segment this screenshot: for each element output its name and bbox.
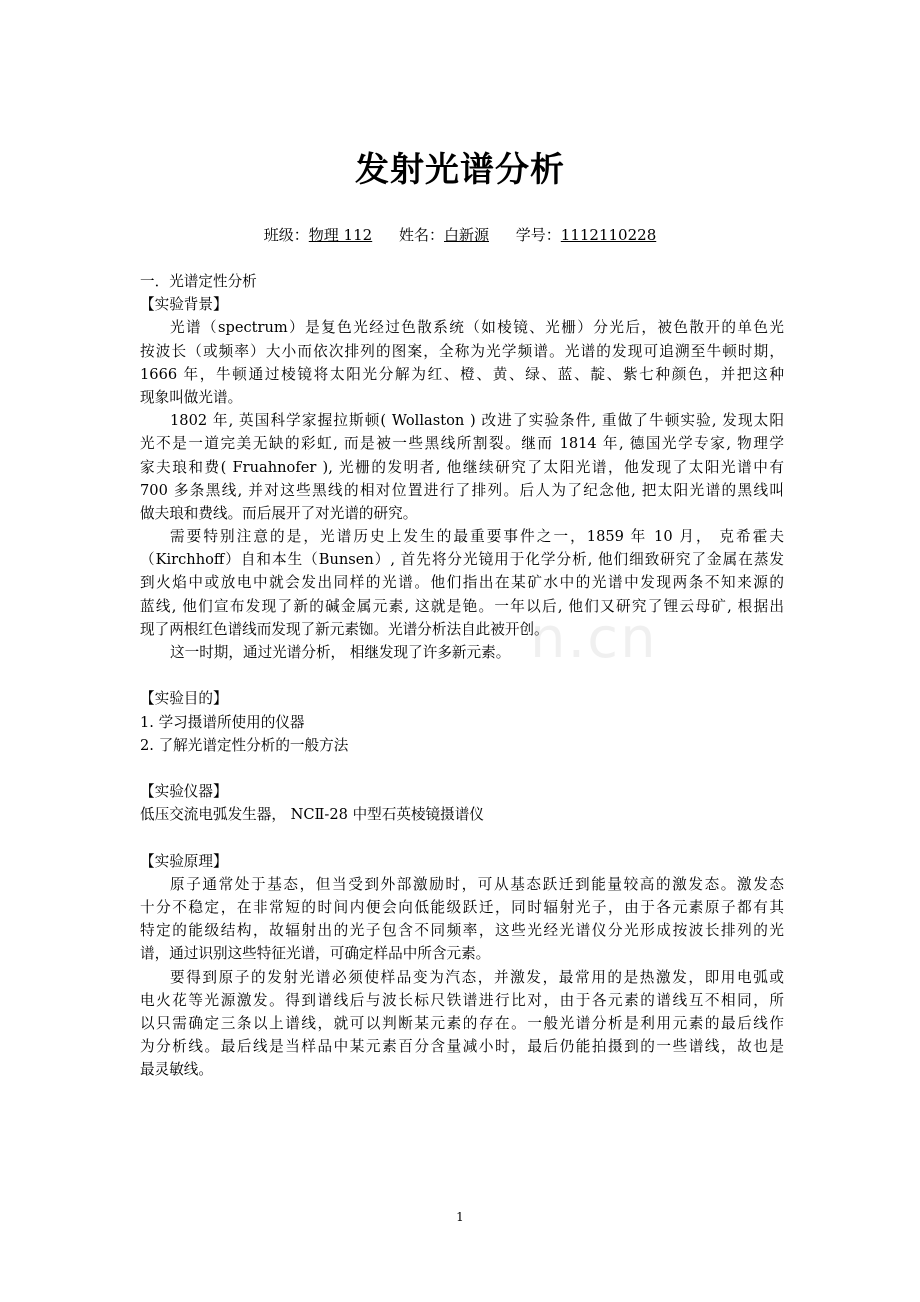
page-title: 发射光谱分析 (355, 150, 565, 190)
background-heading: 【实验背景】 (140, 296, 228, 314)
text-line: 蓝线, 他们宣布发现了新的碱金属元素, 这就是铯。一年以后, 他们又研究了锂云母矿, 根据出 (140, 597, 784, 615)
text-line: 到火焰中或放电中就会发出同样的光谱。他们指出在某矿水中的光谱中发现两条不知来源的 (140, 574, 784, 592)
id-value: 1112110228 (560, 226, 657, 244)
text-line: 光谱（spectrum）是复色光经过色散系统（如棱镜、光栅）分光后，被色散开的单色光 (170, 319, 784, 337)
class-label: 班级： (263, 226, 309, 244)
id-label: 学号： (515, 226, 561, 244)
text-line: 做夫琅和费线。而后展开了对光谱的研究。 (140, 504, 418, 522)
document-body (140, 270, 784, 1082)
background-paragraph-2 (140, 409, 784, 525)
purpose-heading: 【实验目的】 (140, 690, 228, 708)
watermark: n.cn (530, 606, 658, 671)
text-line: 最灵敏线。 (140, 1061, 213, 1079)
purpose-item-2: 2. 了解光谱定性分析的一般方法 (140, 736, 349, 754)
text-line: 现了两根红色谱线而发现了新元素铷。光谱分析法自此被开创。 (140, 620, 549, 638)
text-line: 原子通常处于基态，但当受到外部激励时，可从基态跃迁到能量较高的激发态。激发态 (170, 875, 784, 893)
text-line: 为分析线。最后线是当样品中某元素百分含量减小时，最后仍能拍摄到的一些谱线，故也是 (140, 1038, 784, 1056)
text-line: 按波长（或频率）大小而依次排列的图案，全称为光学频谱。光谱的发现可追溯至牛顿时期， (140, 342, 784, 360)
principle-heading: 【实验原理】 (140, 852, 228, 870)
text-line: 谱，通过识别这些特征光谱，可确定样品中所含元素。 (140, 945, 491, 963)
text-line: 以只需确定三条以上谱线，就可以判断某元素的存在。一般光谱分析是利用元素的最后线作 (140, 1015, 784, 1032)
text-line: 需要特别注意的是，光谱历史上发生的最重要事件之一，1859 年 10 月， 克希霍夫 (170, 528, 784, 546)
text-line: 700 多条黑线, 并对这些黑线的相对位置进行了排列。后人为了纪念他, 把太阳光谱的黑线叫 (140, 481, 784, 499)
name-value: 白新源 (443, 226, 489, 244)
student-info (0, 224, 920, 245)
text-line: 1666 年，牛顿通过棱镜将太阳光分解为红、橙、黄、绿、蓝、靛、紫七种颜色，并把这种 (140, 365, 784, 383)
class-value: 物理 112 (308, 226, 373, 244)
spacer (140, 664, 784, 687)
text-line: 现象叫做光谱。 (140, 388, 243, 406)
instruments-text: 低压交流电弧发生器， NCⅡ-28 中型石英棱镜摄谱仪 (140, 806, 484, 824)
text-line: 家夫琅和费( Fruahnofer ), 光栅的发明者, 他继续研究了太阳光谱，他发现了太阳光谱中有 (140, 458, 784, 476)
spacer (140, 757, 784, 780)
text-line: 电火花等光源激发。得到谱线后与波长标尺铁谱进行比对，由于各元素的谱线互不相同，所 (140, 991, 784, 1009)
text-line: 要得到原子的发射光谱必须使样品变为汽态，并激发，最常用的是热激发，即用电弧或 (170, 968, 784, 986)
text-line: 十分不稳定，在非常短的时间内便会向低能级跃迁，同时辐射光子，由于各元素原子都有其 (140, 899, 784, 917)
spacer (140, 827, 784, 850)
text-line: 光不是一道完美无缺的彩虹, 而是被一些黑线所割裂。继而 1814 年, 德国光学专家, 物理学 (140, 435, 784, 453)
text-line: 1802 年, 英国科学家握拉斯顿( Wollaston ) 改进了实验条件, 重做了牛顿实验, 发现太阳 (170, 412, 784, 430)
text-line: 特定的能级结构，故辐射出的光子包含不同频率，这些光经光谱仪分光形成按波长排列的光 (140, 922, 784, 940)
section-heading: 一．光谱定性分析 (140, 273, 257, 290)
name-label: 姓名： (398, 226, 444, 244)
background-paragraph-1 (140, 316, 784, 409)
instruments-heading: 【实验仪器】 (140, 783, 228, 801)
principle-paragraph-1 (140, 873, 784, 966)
purpose-item-1: 1. 学习摄谱所使用的仪器 (140, 713, 305, 731)
principle-paragraph-2 (140, 966, 784, 1082)
page-number: 1 (456, 1210, 464, 1224)
background-paragraph-3 (140, 525, 784, 641)
background-paragraph-4: 这一时期，通过光谱分析， 相继发现了许多新元素。 (170, 644, 511, 661)
text-line: （Kirchhoff）自和本生（Bunsen）, 首先将分光镜用于化学分析, 他们细致研究了金属在蒸发 (140, 551, 784, 569)
